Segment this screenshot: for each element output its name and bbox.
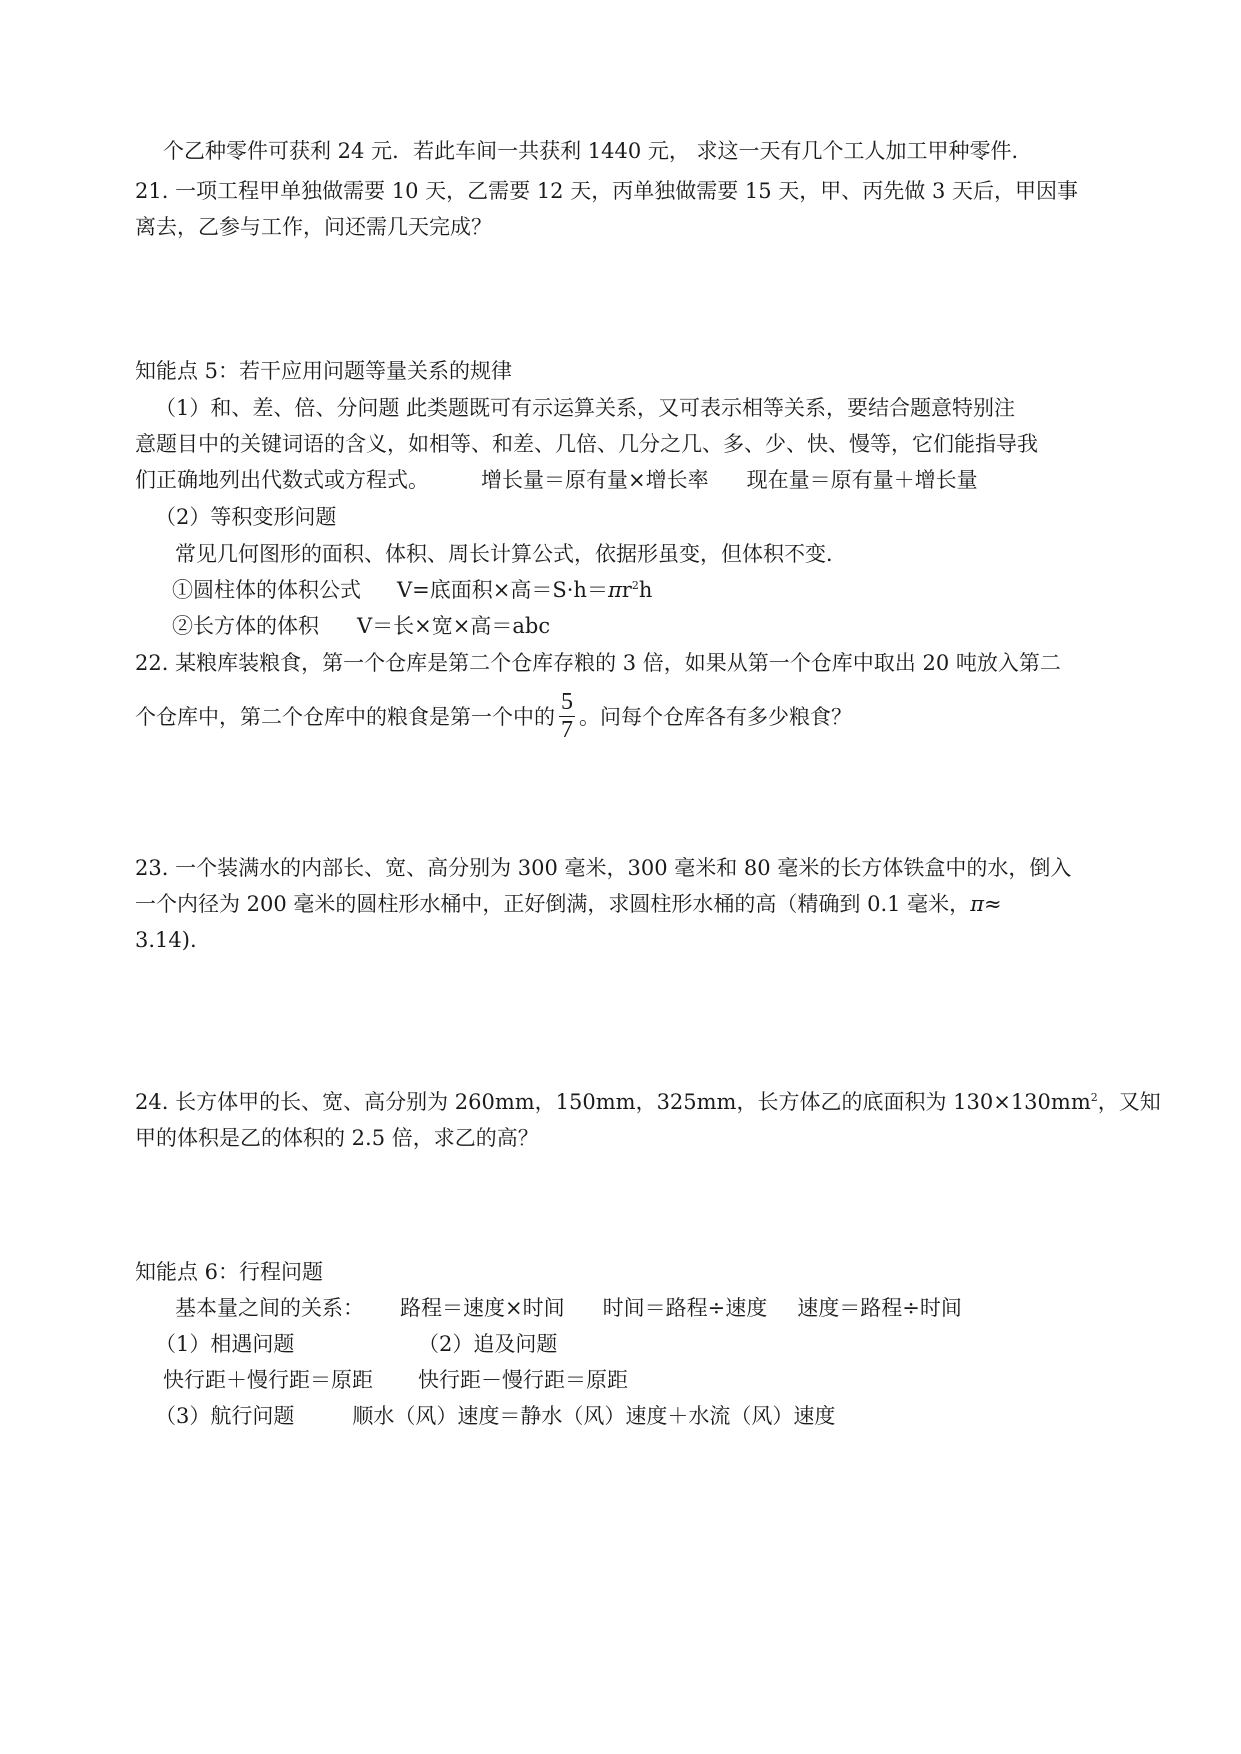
cylinder-r-exponent: 2 — [631, 579, 639, 592]
problem-23-text-1: 23. 一个装满水的内部长、宽、高分别为 300 毫米，300 毫米和 80 毫米的长方体铁盒中的水，倒入 — [135, 856, 1072, 880]
problem-21-text-1: 21. 一项工程甲单独做需要 10 天，乙需要 12 天，丙单独做需要 15 天，甲、丙先做 3 天后，甲因事 — [135, 179, 1078, 203]
problem-22-text-2-post: 。问每个仓库各有多少粮食？ — [579, 705, 852, 729]
problem-24-text-1-end: ，又知 — [1097, 1090, 1161, 1114]
problem-24-line-1 — [135, 1087, 1161, 1117]
problem-24-line-2: 甲的体积是乙的体积的 2.5 倍，求乙的高？ — [135, 1126, 539, 1150]
cylinder-volume-formula — [172, 575, 652, 605]
cylinder-volume-label: ①圆柱体的体积公式 — [172, 578, 361, 602]
cuboid-volume-formula — [172, 611, 550, 641]
kp6-chase-formula: 快行距－慢行距＝原距 — [418, 1368, 628, 1392]
problem-23-line-2 — [135, 889, 1002, 919]
pi-symbol: π — [607, 578, 622, 602]
problem-21-line-1 — [135, 176, 1078, 206]
problem-22-text-1: 22. 某粮库装粮食，第一个仓库是第二个仓库存粮的 3 倍，如果从第一个仓库中取出 20 吨放入第二 — [135, 651, 1061, 675]
problem-24-text-1: 24. 长方体甲的长、宽、高分别为 260mm，150mm，325mm，长方体乙的底面积为 130×130mm — [135, 1090, 1091, 1114]
kp5-para1-line3-text: 们正确地列出代数式或方程式。 — [135, 468, 429, 492]
cuboid-volume-label: ②长方体的体积 — [172, 614, 319, 638]
cuboid-volume-expression: V＝长×宽×高＝abc — [357, 614, 551, 638]
kp5-para1-line1: （1）和、差、倍、分问题 此类题既可有示运算关系，又可表示相等关系，要结合题意特别注 — [155, 396, 1016, 420]
cylinder-volume-expression: V=底面积×高＝S·h＝ — [397, 578, 608, 602]
problem-23-text-2: 一个内径为 200 毫米的圆柱形水桶中，正好倒满，求圆柱形水桶的高（精确到 0.1 毫米， — [135, 892, 971, 916]
time-formula: 时间＝路程÷速度 — [602, 1296, 768, 1320]
problem-22-line-1 — [135, 648, 1061, 678]
kp6-sailing — [155, 1401, 835, 1431]
speed-formula: 速度＝路程÷时间 — [797, 1296, 962, 1320]
kp5-para2-desc: 常见几何图形的面积、体积、周长计算公式，依据形虽变，但体积不变． — [175, 542, 847, 566]
growth-formula-2: 现在量＝原有量＋增长量 — [746, 468, 978, 492]
area-unit-exponent: 2 — [1090, 1091, 1098, 1104]
problem-23-line-1 — [135, 853, 1072, 883]
problem-22-text-2-pre: 个仓库中，第二个仓库中的粮食是第一个中的 — [135, 705, 555, 729]
kp6-meet-label: （1）相遇问题 — [155, 1332, 295, 1356]
kp6-chase-label: （2）追及问题 — [418, 1332, 558, 1356]
basic-relations-label: 基本量之间的关系： — [175, 1296, 364, 1320]
approx-symbol: ≈ — [984, 892, 1002, 916]
kp6-basic-relations — [175, 1293, 962, 1323]
kp5-para1-line2: 意题目中的关键词语的含义，如相等、和差、几倍、几分之几、多、少、快、慢等，它们能指导我 — [135, 432, 1038, 456]
cylinder-h: h — [638, 578, 653, 602]
sailing-label: （3）航行问题 — [155, 1404, 295, 1428]
fraction-five-sevenths — [559, 689, 575, 744]
prev-problem-continuation: 个乙种零件可获利 24 元．若此车间一共获利 1440 元， 求这一天有几个工人加工甲种零件． — [163, 139, 1033, 163]
kp5-title: 知能点 5：若干应用问题等量关系的规律 — [135, 359, 513, 383]
kp5-para1-line3 — [135, 465, 978, 495]
fraction-numerator: 5 — [561, 689, 573, 715]
problem-23-line-3: 3.14). — [135, 928, 197, 952]
kp6-title: 知能点 6：行程问题 — [135, 1260, 324, 1284]
growth-formula-1: 增长量＝原有量×增长率 — [481, 468, 709, 492]
kp6-meet-formula: 快行距＋慢行距＝原距 — [163, 1368, 373, 1392]
distance-formula: 路程＝速度×时间 — [400, 1296, 565, 1320]
problem-22-line-2 — [135, 691, 852, 746]
fraction-denominator: 7 — [561, 717, 573, 743]
pi-symbol-23: π — [970, 892, 984, 916]
sailing-formula: 顺水（风）速度＝静水（风）速度＋水流（风）速度 — [352, 1404, 836, 1428]
kp5-para2-title: （2）等积变形问题 — [155, 505, 337, 529]
cylinder-r: r — [621, 578, 632, 602]
problem-21-line-2: 离去，乙参与工作，问还需几天完成？ — [135, 215, 492, 239]
